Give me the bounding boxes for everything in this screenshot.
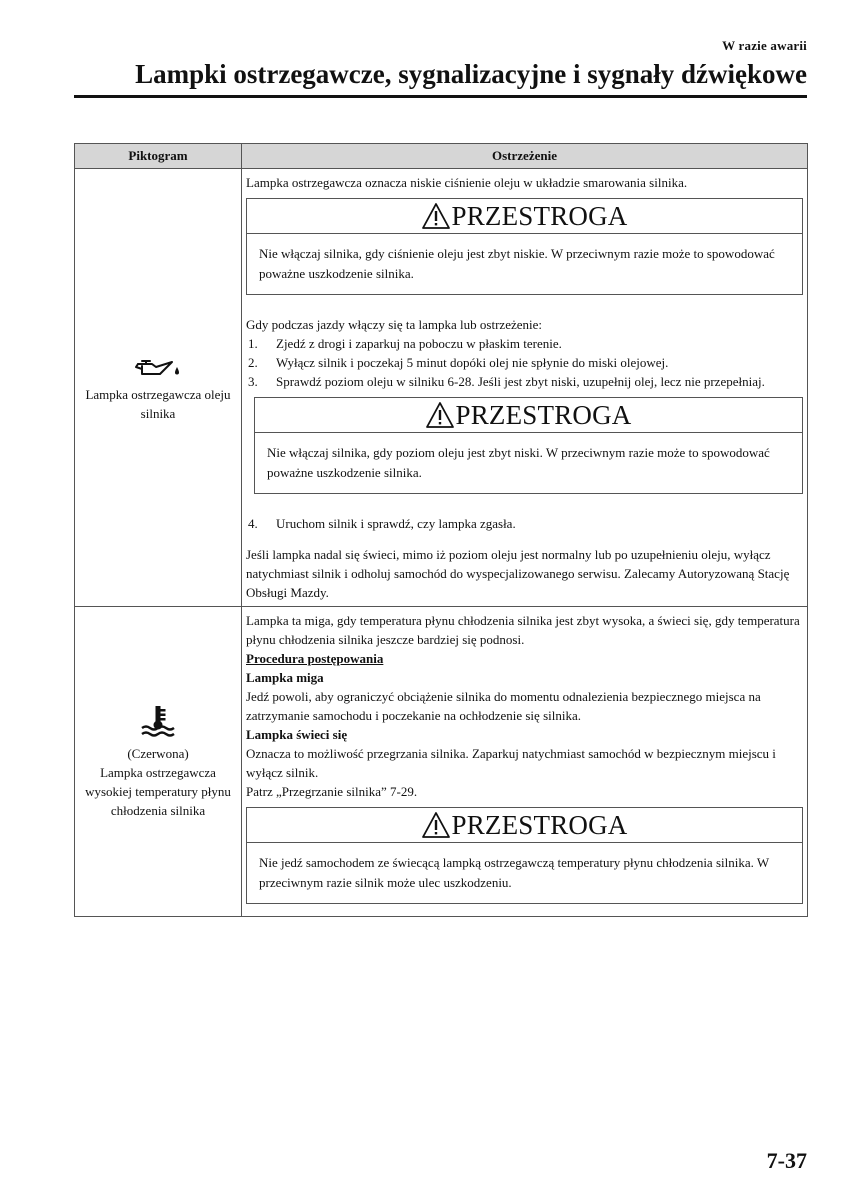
pictogram-color: (Czerwona) <box>127 745 189 761</box>
table-header-row <box>75 144 808 169</box>
step-text: Zjedź z drogi i zaparkuj na poboczu w płaskim terenie. <box>276 336 562 351</box>
warning-intro: Lampka ostrzegawcza oznacza niskie ciśnienie oleju w układzie smarowania silnika. <box>246 175 688 190</box>
warning-triangle-icon <box>421 202 451 230</box>
see-also-reference: Patrz „Przegrzanie silnika” 7-29. <box>246 784 418 799</box>
page-number: 7-37 <box>766 1148 807 1173</box>
title-rule <box>74 95 807 98</box>
steps-list-continued <box>246 514 803 533</box>
caution-title: PRZESTROGA <box>451 809 628 840</box>
procedure-heading: Procedura postępowania <box>246 651 384 666</box>
list-item <box>246 334 803 353</box>
coolant-temperature-icon <box>138 704 178 738</box>
column-header-pictogram: Piktogram <box>75 144 242 169</box>
caution-text: Nie jedź samochodem ze świecącą lampką ostrzegawczą temperatury płynu chłodzenia silnika. W przeciwnym razie silnik może ulec uszkodzeniu. <box>259 855 769 890</box>
oil-can-icon <box>134 353 182 379</box>
spacer <box>246 533 803 545</box>
caution-text: Nie włączaj silnika, gdy poziom oleju jest zbyt niski. W przeciwnym razie może to spowodować poważne uszkodzenie silnika. <box>267 445 770 480</box>
caution-title: PRZESTROGA <box>451 200 628 231</box>
blink-heading: Lampka miga <box>246 670 324 685</box>
list-item <box>246 353 803 372</box>
spacer <box>246 502 803 514</box>
step-number: 2. <box>248 355 258 370</box>
step-text: Uruchom silnik i sprawdź, czy lampka zgasła. <box>276 516 516 531</box>
pictogram-cell <box>75 169 242 607</box>
step-number: 1. <box>248 336 258 351</box>
lit-heading: Lampka świeci się <box>246 727 348 742</box>
caution-title: PRZESTROGA <box>455 399 632 430</box>
table-row <box>75 169 808 607</box>
list-item <box>246 372 803 391</box>
steps-intro: Gdy podczas jazdy włączy się ta lampka lub ostrzeżenie: <box>246 317 542 332</box>
warning-triangle-icon <box>425 401 455 429</box>
section-label: W razie awarii <box>722 38 807 53</box>
warning-outro: Jeśli lampka nadal się świeci, mimo iż poziom oleju jest normalny lub po uzupełnieniu oleju, wyłącz natychmiast silnik i odholuj samochód do wyspecjalizowanego serwisu. Zalecamy Autoryzowaną Stację Obsługi Mazdy. <box>246 547 790 600</box>
step-text: Sprawdź poziom oleju w silniku 6-28. Jeśli jest zbyt niski, uzupełnij olej, lecz nie przepełniaj. <box>276 374 765 389</box>
caution-header <box>247 199 802 234</box>
blink-text: Jedź powoli, aby ograniczyć obciążenie silnika do momentu odnalezienia bezpiecznego miejsca na zatrzymanie samochodu i poczekanie na ochłodzenie się silnika. <box>246 689 761 723</box>
caution-box <box>254 397 803 494</box>
warning-cell <box>242 169 808 607</box>
caution-box <box>246 807 803 904</box>
spacer <box>246 303 803 315</box>
warning-intro: Lampka ta miga, gdy temperatura płynu chłodzenia silnika jest zbyt wysoka, a świeci się, gdy temperatura płynu chłodzenia silnika jeszcze bardziej się podnosi. <box>246 613 800 647</box>
caution-text: Nie włączaj silnika, gdy ciśnienie oleju jest zbyt niskie. W przeciwnym razie może to spowodować poważne uszkodzenie silnika. <box>259 246 775 281</box>
step-number: 4. <box>248 516 258 531</box>
pictogram-label: Lampka ostrzegawcza oleju silnika <box>85 386 231 421</box>
lit-text: Oznacza to możliwość przegrzania silnika. Zaparkuj natychmiast samochód w bezpiecznym miejscu i wyłącz silnik. <box>246 746 776 780</box>
page-title: Lampki ostrzegawcze, sygnalizacyjne i sygnały dźwiękowe <box>135 59 807 89</box>
warning-triangle-icon <box>421 811 451 839</box>
warning-lights-table <box>74 143 808 917</box>
pictogram-cell <box>75 607 242 917</box>
pictogram-label: Lampka ostrzegawcza wysokiej temperatury płynu chłodzenia silnika <box>85 764 231 818</box>
step-number: 3. <box>248 374 258 389</box>
caution-box <box>246 198 803 295</box>
step-text: Wyłącz silnik i poczekaj 5 minut dopóki olej nie spłynie do miski olejowej. <box>276 355 669 370</box>
warning-cell <box>242 607 808 917</box>
caution-header <box>255 398 802 433</box>
list-item <box>246 514 803 533</box>
caution-header <box>247 808 802 843</box>
table-row <box>75 607 808 917</box>
column-header-warning: Ostrzeżenie <box>242 144 808 169</box>
steps-list <box>246 334 803 391</box>
